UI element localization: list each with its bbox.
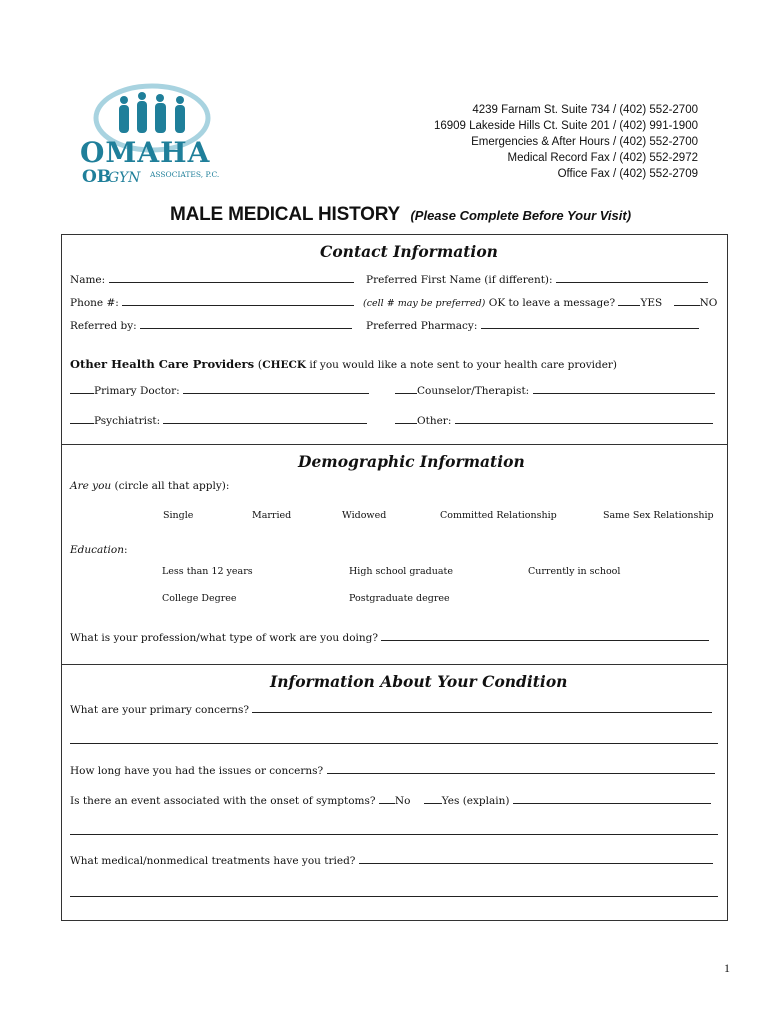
logo-ob: OB xyxy=(82,167,112,187)
providers-paren: ( xyxy=(257,357,263,371)
providers-heading: Other Health Care Providers xyxy=(70,357,255,371)
ok-yes-blank[interactable] xyxy=(618,294,640,306)
education-colon: : xyxy=(123,544,128,556)
event-no-blank[interactable] xyxy=(379,792,395,804)
address-line: 16909 Lakeside Hills Ct. Suite 201 / (402) 991-1900 xyxy=(433,120,698,132)
status-option[interactable]: Committed Relationship xyxy=(440,510,557,521)
other-field[interactable] xyxy=(455,412,713,424)
section-divider xyxy=(61,664,728,665)
status-option[interactable]: Widowed xyxy=(342,510,387,521)
condition-section-title: Information About Your Condition xyxy=(270,672,568,691)
contact-section-title: Contact Information xyxy=(320,242,498,261)
treatments-field[interactable] xyxy=(359,852,713,864)
treatments-continuation xyxy=(70,885,718,900)
referred-row xyxy=(70,317,352,332)
ok-no-label: NO xyxy=(699,297,718,309)
counselor-check[interactable] xyxy=(395,382,417,394)
ok-yes-label: YES xyxy=(640,297,663,309)
ok-no-blank[interactable] xyxy=(674,294,700,306)
primary-concerns-field[interactable] xyxy=(252,701,712,713)
how-long-label: How long have you had the issues or concerns? xyxy=(70,765,324,777)
psychiatrist-row xyxy=(70,412,367,427)
phone-label: Phone #: xyxy=(70,297,119,309)
phone-field[interactable] xyxy=(122,294,354,306)
event-label: Is there an event associated with the onset of symptoms? xyxy=(70,795,376,807)
document-title xyxy=(170,204,631,226)
address-line: Emergencies & After Hours / (402) 552-2700 xyxy=(471,136,698,148)
address-line: Medical Record Fax / (402) 552-2972 xyxy=(507,152,698,164)
pharmacy-row xyxy=(366,317,699,332)
preferred-name-field[interactable] xyxy=(556,271,708,283)
psychiatrist-field[interactable] xyxy=(163,412,367,424)
pharmacy-label: Preferred Pharmacy: xyxy=(366,320,478,332)
counselor-row xyxy=(395,382,715,397)
profession-label: What is your profession/what type of work are you doing? xyxy=(70,632,379,644)
name-field[interactable] xyxy=(109,271,354,283)
circle-note: (circle all that apply): xyxy=(111,480,230,492)
primary-doctor-check[interactable] xyxy=(70,382,94,394)
message-row xyxy=(363,294,717,309)
education-label: Education xyxy=(70,544,124,556)
name-row xyxy=(70,271,354,286)
status-option[interactable]: Single xyxy=(163,510,194,521)
status-option[interactable]: Married xyxy=(252,510,292,521)
name-label: Name: xyxy=(70,274,106,286)
status-option[interactable]: Same Sex Relationship xyxy=(603,510,714,521)
psychiatrist-check[interactable] xyxy=(70,412,94,424)
cell-note: (cell # may be preferred) xyxy=(363,298,486,309)
profession-row xyxy=(70,629,709,644)
counselor-field[interactable] xyxy=(533,382,715,394)
how-long-row xyxy=(70,762,715,777)
primary-concerns-row xyxy=(70,701,712,716)
education-option[interactable]: Less than 12 years xyxy=(162,566,253,577)
education-option[interactable]: High school graduate xyxy=(349,566,453,577)
logo-associates: ASSOCIATES, P.C. xyxy=(150,170,220,179)
providers-check: CHECK xyxy=(262,359,306,371)
primary-concerns-continuation xyxy=(70,732,718,747)
referred-label: Referred by: xyxy=(70,320,137,332)
other-check[interactable] xyxy=(395,412,417,424)
providers-note: if you would like a note sent to your health care provider) xyxy=(305,359,618,371)
how-long-field[interactable] xyxy=(327,762,715,774)
logo-gyn: GYN xyxy=(108,170,141,186)
practice-logo xyxy=(80,82,230,192)
pharmacy-field[interactable] xyxy=(481,317,699,329)
preferred-name-label: Preferred First Name (if different): xyxy=(366,274,553,286)
are-you-row xyxy=(70,480,229,492)
treatments-field-2[interactable] xyxy=(70,885,718,897)
address-line: 4239 Farnam St. Suite 734 / (402) 552-2700 xyxy=(472,104,698,116)
education-row xyxy=(70,544,128,556)
event-continuation xyxy=(70,823,718,838)
event-yes-label: Yes (explain) xyxy=(441,795,510,807)
event-no-label: No xyxy=(394,795,411,807)
title-main: MALE MEDICAL HISTORY xyxy=(170,204,400,225)
counselor-label: Counselor/Therapist: xyxy=(417,385,530,397)
other-row xyxy=(395,412,713,427)
primary-doctor-field[interactable] xyxy=(183,382,369,394)
demographic-section-title: Demographic Information xyxy=(298,452,525,471)
form-frame xyxy=(61,234,728,921)
primary-doctor-label: Primary Doctor: xyxy=(94,385,180,397)
event-yes-blank[interactable] xyxy=(424,792,442,804)
treatments-row xyxy=(70,852,713,867)
other-label: Other: xyxy=(417,415,452,427)
profession-field[interactable] xyxy=(381,629,709,641)
education-option[interactable]: College Degree xyxy=(162,593,237,604)
ok-message-label: OK to leave a message? xyxy=(488,297,616,309)
section-divider xyxy=(61,444,728,445)
logo-graphic xyxy=(80,82,230,192)
referred-field[interactable] xyxy=(140,317,352,329)
preferred-name-row xyxy=(366,271,708,286)
title-subtitle: (Please Complete Before Your Visit) xyxy=(410,208,632,223)
education-option[interactable]: Postgraduate degree xyxy=(349,593,450,604)
primary-concerns-field-2[interactable] xyxy=(70,732,718,744)
event-row xyxy=(70,792,711,807)
logo-wordmark: OMAHA xyxy=(80,136,211,169)
primary-concerns-label: What are your primary concerns? xyxy=(70,704,250,716)
event-explain-field[interactable] xyxy=(513,792,711,804)
event-explain-field-2[interactable] xyxy=(70,823,718,835)
phone-row xyxy=(70,294,354,309)
psychiatrist-label: Psychiatrist: xyxy=(94,415,161,427)
primary-doctor-row xyxy=(70,382,369,397)
address-block xyxy=(434,102,698,182)
are-you-label: Are you xyxy=(70,480,112,492)
page-number: 1 xyxy=(724,961,730,975)
treatments-label: What medical/nonmedical treatments have you tried? xyxy=(70,855,356,867)
address-line: Office Fax / (402) 552-2709 xyxy=(557,168,698,180)
education-option[interactable]: Currently in school xyxy=(528,566,621,577)
providers-heading-row xyxy=(70,357,617,371)
